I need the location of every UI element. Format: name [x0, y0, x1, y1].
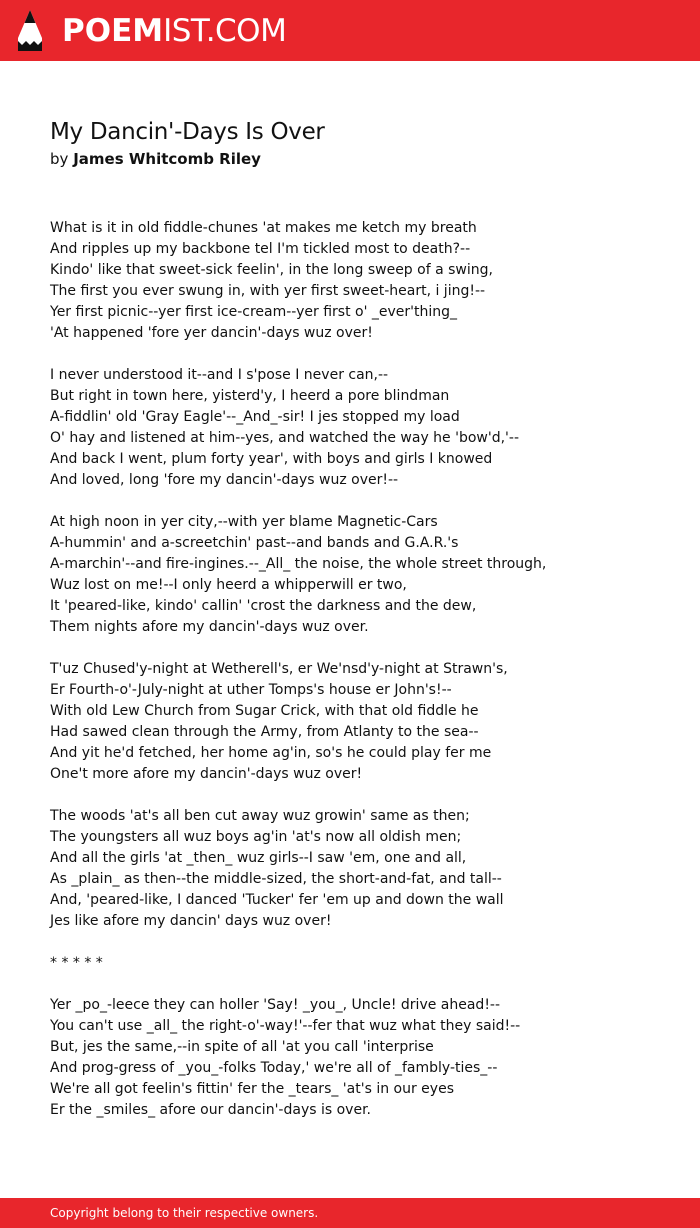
poem-line: The first you ever swung in, with yer first sweet-heart, i jing!--	[50, 283, 486, 299]
poem-stanza	[50, 512, 670, 638]
poem-line: Er Fourth-o'-July-night at uther Tomps's house er John's!--	[50, 682, 452, 698]
poem-line: One't more afore my dancin'-days wuz over!	[50, 766, 363, 782]
poem-line: Er the _smiles_ afore our dancin'-days is over.	[50, 1102, 371, 1118]
poem-line: 'At happened 'fore yer dancin'-days wuz over!	[50, 325, 373, 341]
poem-line: Them nights afore my dancin'-days wuz over.	[50, 619, 369, 635]
poem-line: Kindo' like that sweet-sick feelin', in the long sweep of a swing,	[50, 262, 493, 278]
poem-line: And ripples up my backbone tel I'm tickled most to death?--	[50, 241, 471, 257]
poem-stanza	[50, 659, 670, 785]
poem-line: T'uz Chused'y-night at Wetherell's, er We'nsd'y-night at Strawn's,	[50, 661, 508, 677]
byline-prefix: by	[50, 150, 69, 168]
poem-line: And loved, long 'fore my dancin'-days wuz over!--	[50, 472, 399, 488]
poem-line: And yit he'd fetched, her home ag'in, so's he could play fer me	[50, 745, 492, 761]
site-header	[0, 0, 700, 61]
pencil-icon[interactable]	[17, 10, 43, 51]
poem-line: A-fiddlin' old 'Gray Eagle'--_And_-sir! I jes stopped my load	[50, 409, 460, 425]
poem-line: But, jes the same,--in spite of all 'at you call 'interprise	[50, 1039, 434, 1055]
poem-line: And prog-gress of _you_-folks Today,' we're all of _fambly-ties_--	[50, 1060, 498, 1076]
poem-line: The youngsters all wuz boys ag'in 'at's now all oldish men;	[50, 829, 462, 845]
poem-line: Yer first picnic--yer first ice-cream--yer first o' _ever'thing_	[50, 304, 458, 320]
poem-line: Jes like afore my dancin' days wuz over!	[50, 913, 332, 929]
poem-line: And, 'peared-like, I danced 'Tucker' fer 'em up and down the wall	[50, 892, 504, 908]
poem-line: You can't use _all_ the right-o'-way!'--fer that wuz what they said!--	[50, 1018, 521, 1034]
poem-line: As _plain_ as then--the middle-sized, the short-and-fat, and tall--	[50, 871, 502, 887]
poem-line: Had sawed clean through the Army, from Atlanty to the sea--	[50, 724, 479, 740]
site-footer	[0, 1198, 700, 1228]
poem-line: It 'peared-like, kindo' callin' 'crost the darkness and the dew,	[50, 598, 477, 614]
poem-stanza	[50, 806, 670, 932]
poem-title: My Dancin'-Days Is Over	[50, 119, 325, 145]
poem-byline	[50, 148, 261, 170]
poem-line: And all the girls 'at _then_ wuz girls--I saw 'em, one and all,	[50, 850, 467, 866]
poem-stanza	[50, 365, 670, 491]
poem-line: But right in town here, yisterd'y, I heerd a pore blindman	[50, 388, 450, 404]
poem-line: At high noon in yer city,--with yer blame Magnetic-Cars	[50, 514, 438, 530]
poem-line: A-hummin' and a-screetchin' past--and bands and G.A.R.'s	[50, 535, 459, 551]
poem-stanza	[50, 995, 670, 1121]
poem-line: What is it in old fiddle-chunes 'at makes me ketch my breath	[50, 220, 477, 236]
poem-line: We're all got feelin's fittin' fer the _tears_ 'at's in our eyes	[50, 1081, 454, 1097]
site-logo-link[interactable]	[62, 11, 286, 51]
poem-line: I never understood it--and I s'pose I never can,--	[50, 367, 389, 383]
poem-line: And back I went, plum forty year', with boys and girls I knowed	[50, 451, 493, 467]
poem-stanza	[50, 218, 670, 344]
logo-light-text: IST.COM	[163, 13, 287, 49]
poem-line: Yer _po_-leece they can holler 'Say! _you_, Uncle! drive ahead!--	[50, 997, 501, 1013]
poem-stanza	[50, 953, 670, 974]
poem-line: A-marchin'--and fire-ingines.--_All_ the noise, the whole street through,	[50, 556, 547, 572]
poem-line: With old Lew Church from Sugar Crick, with that old fiddle he	[50, 703, 479, 719]
poem-line: The woods 'at's all ben cut away wuz growin' same as then;	[50, 808, 470, 824]
poem-author: James Whitcomb Riley	[73, 150, 261, 168]
poem-line: * * * * *	[50, 955, 103, 971]
poem-line: O' hay and listened at him--yes, and watched the way he 'bow'd,'--	[50, 430, 520, 446]
copyright-notice: Copyright belong to their respective owners.	[50, 1206, 319, 1220]
poem-line: Wuz lost on me!--I only heerd a whipperwill er two,	[50, 577, 407, 593]
poem-body	[50, 218, 670, 1142]
logo-bold-text: POEM	[62, 13, 164, 49]
